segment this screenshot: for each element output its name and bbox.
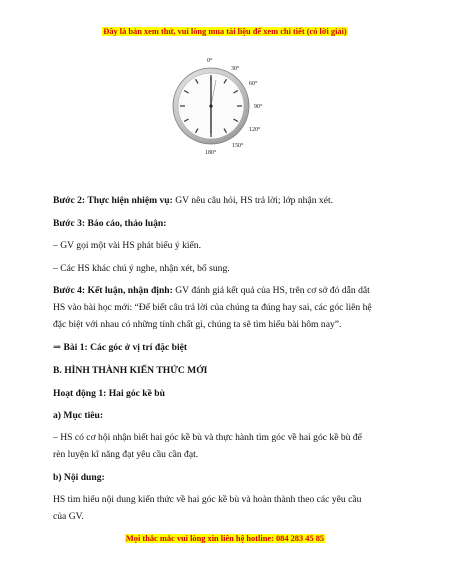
clock-center	[209, 104, 212, 107]
section-b-heading	[53, 365, 207, 377]
lesson-title: Bài 1: Các góc ở vị trí đặc biệt	[63, 342, 188, 353]
activity1-heading	[53, 388, 165, 400]
step4-paragraph-line-2: HS vào bài học mới: “Để biết câu trả lời của chúng ta đúng hay sai, các góc liên hệ	[53, 302, 372, 313]
step4-paragraph-line-1	[53, 285, 370, 297]
angle-label-30: 30°	[231, 66, 240, 72]
step4-paragraph-line-3: đặc biệt với nhau có những tính chất gì, chúng ta sẽ tìm hiểu bài hôm nay”.	[53, 319, 342, 330]
step4-text-1: GV đánh giá kết quả của HS, trên cơ sở đó dẫn dắt	[172, 285, 370, 296]
objective-line-1: – HS có cơ hội nhận biết hai góc kề bù và thực hành tìm góc về hai góc kề bù để	[53, 432, 362, 443]
step2-text: GV nêu câu hỏi, HS trả lời; lớp nhận xét.	[172, 195, 334, 206]
objective-line-2: rèn luyện kĩ năng đạt yêu cầu cần đạt.	[53, 449, 199, 460]
hotline-notice-text: Mọi thắc mắc vui lòng xin liên hệ hotline: 084 283 45 85	[125, 534, 325, 543]
angle-label-180: 180°	[205, 150, 217, 156]
step2-label: Bước 2: Thực hiện nhiệm vụ:	[53, 195, 173, 206]
objective-title: a) Mục tiêu:	[53, 410, 104, 421]
step3-heading	[53, 218, 166, 230]
content-line-2: của GV.	[53, 511, 84, 522]
hotline-notice-banner	[0, 534, 450, 543]
angle-label-60: 60°	[249, 81, 258, 87]
step3-label: Bước 3: Báo cáo, thảo luận:	[53, 218, 167, 229]
implies-arrow: ⇒	[53, 342, 62, 353]
section-b-title: B. HÌNH THÀNH KIẾN THỨC MỚI	[53, 365, 208, 376]
step3-item-1: – GV gọi một vài HS phát biểu ý kiến.	[53, 240, 201, 251]
angle-label-0: 0°	[207, 58, 213, 64]
preview-notice-text: Đây là bản xem thử, vui lòng mua tài liệu để xem chi tiết (có lời giải)	[103, 27, 347, 36]
step3-item-2: – Các HS khác chú ý nghe, nhận xét, bổ sung.	[53, 263, 230, 274]
clock-angle-figure	[172, 53, 282, 156]
angle-label-90: 90°	[254, 104, 263, 110]
step2-paragraph	[53, 195, 333, 207]
step4-label: Bước 4: Kết luận, nhận định:	[53, 285, 173, 296]
content-title: b) Nội dung:	[53, 472, 105, 483]
content-line-1: HS tìm hiểu nội dung kiến thức về hai góc kề bù và hoàn thành theo các yêu cầu	[53, 494, 362, 505]
angle-label-150: 150°	[232, 143, 244, 149]
content-heading	[53, 472, 105, 484]
angle-label-120: 120°	[249, 127, 261, 133]
objective-heading	[53, 410, 103, 422]
lesson-title-line	[53, 342, 187, 354]
preview-notice-banner	[0, 27, 450, 36]
activity1-title: Hoạt động 1: Hai góc kề bù	[53, 388, 165, 399]
